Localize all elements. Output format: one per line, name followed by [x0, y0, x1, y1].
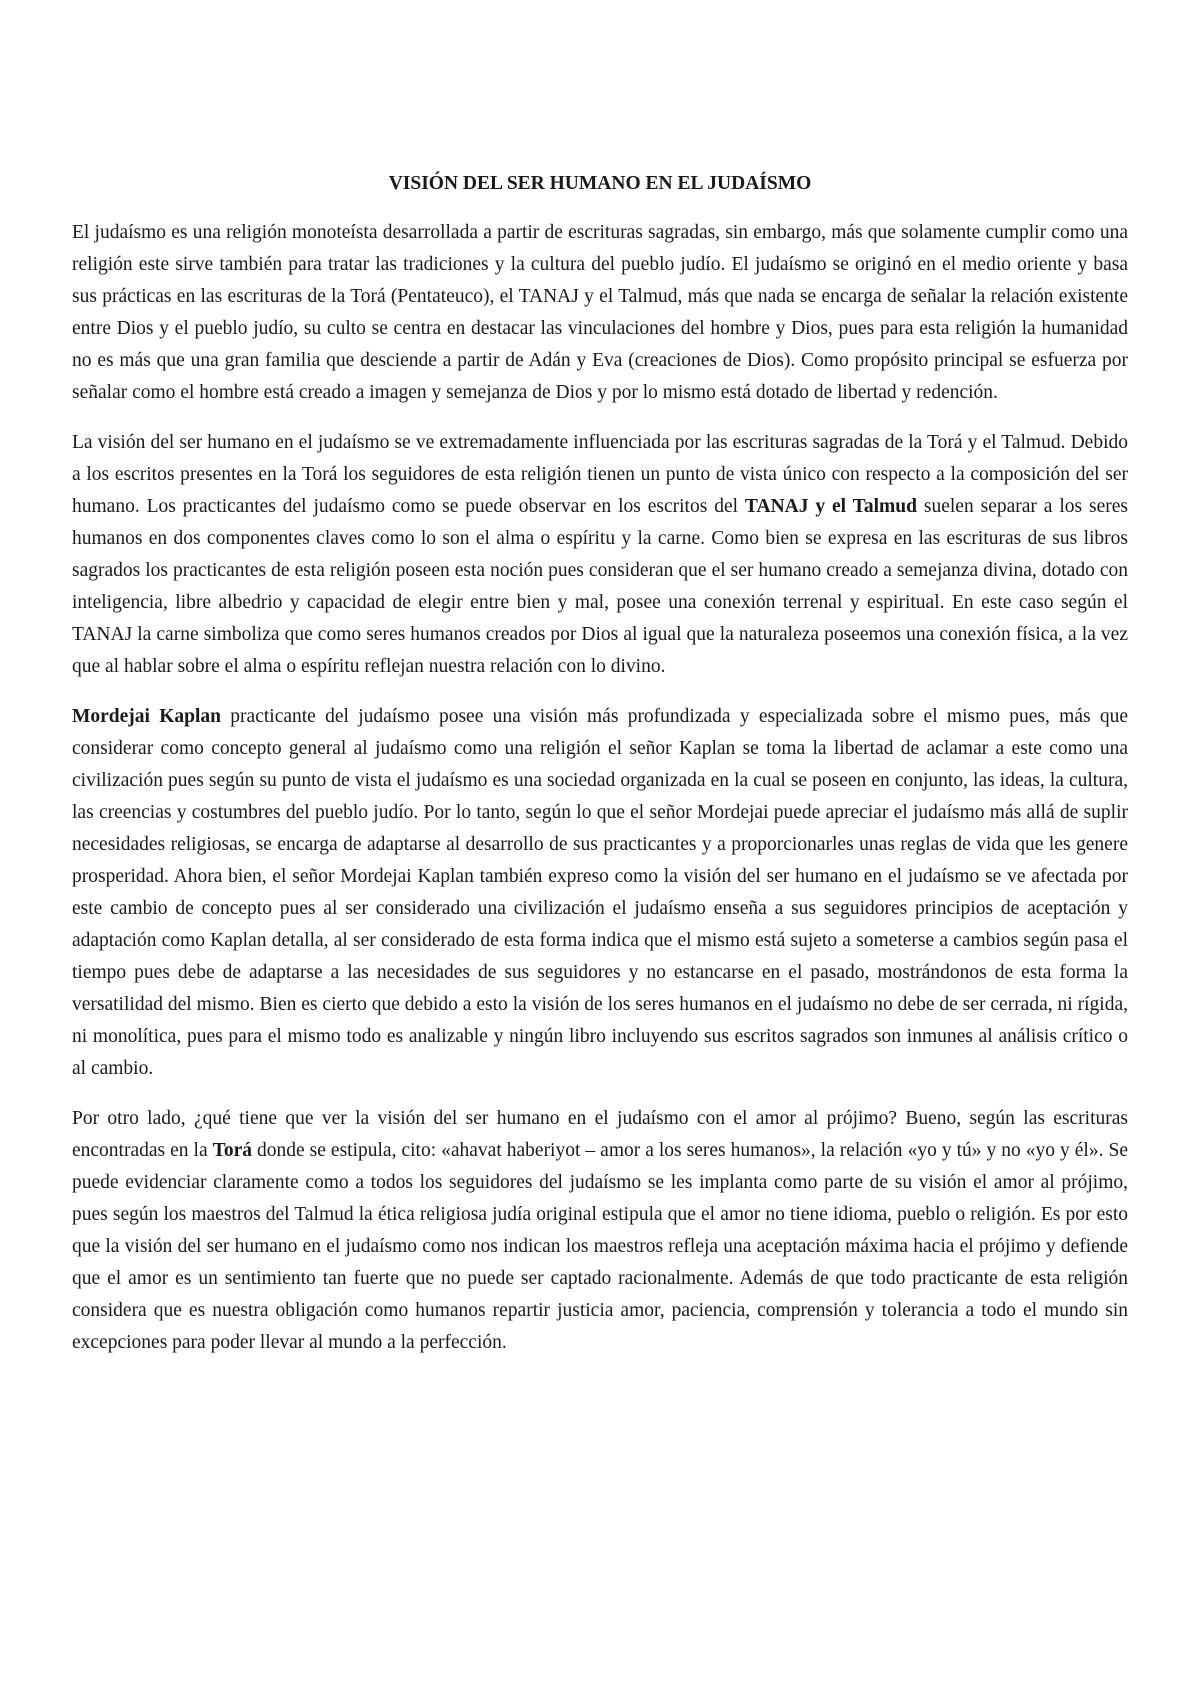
- paragraph-4-text-b: donde se estipula, cito: «ahavat haberiyot – amor a los seres humanos», la relación «yo y tú» y no «yo y él». Se puede evidenciar claramente como a todos los seguidores del judaísmo se les implanta como parte de su visión el amor al prójimo, pues según los maestros del Talmud la ética religiosa judía original estipula que el amor no tiene idioma, pueblo o religión. Es por esto que la visión del ser humano en el judaísmo como nos indican los maestros refleja una aceptación máxima hacia el prójimo y defiende que el amor es un sentimiento tan fuerte que no puede ser captado racionalmente. Además de que todo practicante de esta religión considera que es nuestra obligación como humanos repartir justicia amor, paciencia, comprensión y tolerancia a todo el mundo sin excepciones para poder llevar al mundo a la perfección.: [72, 1140, 1128, 1353]
- paragraph-3-text: practicante del judaísmo posee una visión más profundizada y especializada sobre el mismo pues, más que considerar como concepto general al judaísmo como una religión el señor Kaplan se toma la libertad de aclamar a este como una civilización pues según su punto de vista el judaísmo es una sociedad organizada en la cual se poseen en conjunto, las ideas, la cultura, las creencias y costumbres del pueblo judío. Por lo tanto, según lo que el señor Mordejai puede apreciar el judaísmo más allá de suplir necesidades religiosas, se encarga de adaptarse al desarrollo de sus practicantes y a proporcionarles unas reglas de vida que les genere prosperidad. Ahora bien, el señor Mordejai Kaplan también expreso como la visión del ser humano en el judaísmo se ve afectada por este cambio de concepto pues al ser considerado una civilización el judaísmo enseña a sus seguidores principios de aceptación y adaptación como Kaplan detalla, al ser considerado de esta forma indica que el mismo está sujeto a someterse a cambios según pasa el tiempo pues debe de adaptarse a las necesidades de sus seguidores y no estancarse en el pasado, mostrándonos de esta forma la versatilidad del mismo. Bien es cierto que debido a esto la visión de los seres humanos en el judaísmo no debe de ser cerrada, ni rígida, ni monolítica, pues para el mismo todo es analizable y ningún libro incluyendo sus escritos sagrados son inmunes al análisis crítico o al cambio.: [72, 706, 1128, 1079]
- paragraph-1: El judaísmo es una religión monoteísta desarrollada a partir de escrituras sagradas, sin embargo, más que solamente cumplir como una religión este sirve también para tratar las tradiciones y la cultura del pueblo judío. El judaísmo se originó en el medio oriente y basa sus prácticas en las escrituras de la Torá (Pentateuco), el TANAJ y el Talmud, más que nada se encarga de señalar la relación existente entre Dios y el pueblo judío, su culto se centra en destacar las vinculaciones del hombre y Dios, pues para esta religión la humanidad no es más que una gran familia que desciende a partir de Adán y Eva (creaciones de Dios). Como propósito principal se esfuerza por señalar como el hombre está creado a imagen y semejanza de Dios y por lo mismo está dotado de libertad y redención.: [72, 222, 1128, 403]
- document-title: VISIÓN DEL SER HUMANO EN EL JUDAÍSMO: [388, 173, 812, 194]
- paragraph-2-text-a: La visión del ser humano en el judaísmo se ve extremadamente influenciada por las escrituras sagradas de la Torá y el Talmud. Debido a los escritos presentes en la Torá los seguidores de esta religión tienen un punto de vista único con respecto a la composición del ser humano. Los practicantes del judaísmo como se puede observar en los escritos del: [72, 432, 1128, 517]
- paragraph-3-bold: Mordejai Kaplan: [72, 706, 222, 727]
- paragraph-4: [72, 1103, 1128, 1359]
- paragraph-4-text-a: Por otro lado, ¿qué tiene que ver la visión del ser humano en el judaísmo con el amor al prójimo? Bueno, según las escrituras encontradas en la: [72, 1108, 1128, 1161]
- document-body: [72, 168, 1128, 1377]
- paragraph-4-bold: Torá: [212, 1140, 252, 1161]
- paragraph-2-bold: TANAJ y el Talmud: [744, 496, 917, 517]
- paragraph-3: [72, 701, 1128, 1085]
- paragraph-2-text-b: suelen separar a los seres humanos en dos componentes claves como lo son el alma o espíritu y la carne. Como bien se expresa en las escrituras de sus libros sagrados los practicantes de esta religión poseen esta noción pues consideran que el ser humano creado a semejanza divina, dotado con inteligencia, libre albedrio y capacidad de elegir entre bien y mal, posee una conexión terrenal y espiritual. En este caso según el TANAJ la carne simboliza que como seres humanos creados por Dios al igual que la naturaleza poseemos una conexión física, a la vez que al hablar sobre el alma o espíritu reflejan nuestra relación con lo divino.: [72, 496, 1128, 677]
- paragraph-2: [72, 427, 1128, 683]
